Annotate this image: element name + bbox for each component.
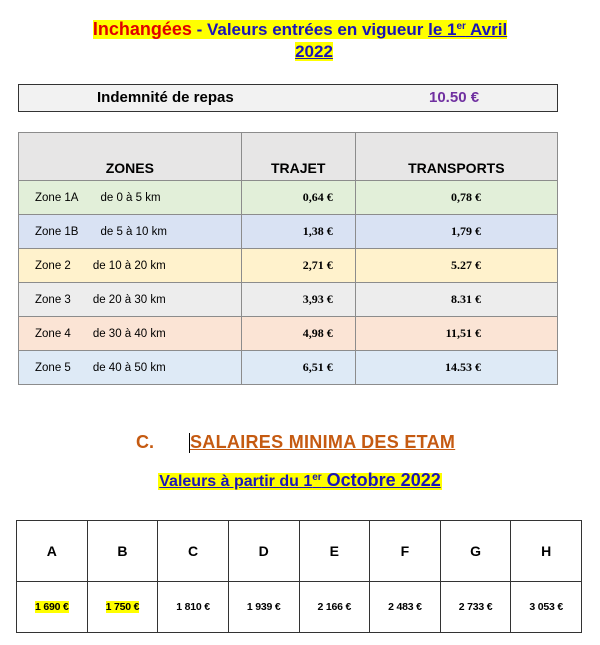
zone-distance: de 5 à 10 km (100, 225, 167, 238)
section-title: SALAIRES MINIMA DES ETAM (190, 432, 456, 452)
zone-cell (19, 283, 242, 317)
heading-year: 2022 (295, 42, 333, 61)
table-row (19, 283, 558, 317)
zone-name: Zone 5 (35, 361, 71, 374)
heading-highlight (93, 20, 507, 39)
grade-cell: D (228, 521, 299, 582)
grade-cell: C (158, 521, 229, 582)
meal-allowance-box (18, 84, 558, 112)
zones-table-header (19, 133, 558, 181)
heading-october (0, 470, 600, 491)
zone-cell (19, 249, 242, 283)
meal-allowance-value: 10.50 € (429, 89, 480, 106)
salary-values-row (17, 582, 582, 633)
zone-distance: de 10 à 20 km (92, 259, 166, 272)
heading-text: - Valeurs entrées en vigueur (191, 20, 429, 39)
zone-cell (19, 215, 242, 249)
salary-cell (370, 582, 441, 633)
zone-distance: de 20 à 30 km (92, 293, 166, 306)
header-zones: ZONES (19, 133, 242, 181)
salary-cell (299, 582, 370, 633)
heading-date-prefix: le 1 (428, 20, 457, 39)
heading-date (428, 20, 507, 39)
table-row (19, 249, 558, 283)
grade-cell: G (440, 521, 511, 582)
zones-table (18, 132, 558, 385)
zone-distance: de 30 à 40 km (92, 327, 166, 340)
transports-cell: 1,79 € (355, 215, 557, 249)
transports-cell: 14.53 € (355, 351, 557, 385)
salary-value: 1 810 € (176, 601, 210, 613)
transports-cell: 5.27 € (355, 249, 557, 283)
table-row (19, 181, 558, 215)
trajet-cell: 3,93 € (241, 283, 355, 317)
transports-cell: 11,51 € (355, 317, 557, 351)
salary-value: 2 166 € (317, 601, 352, 613)
zone-name: Zone 4 (35, 327, 71, 340)
salary-value: 1 690 € (34, 601, 69, 613)
salary-cell (87, 582, 158, 633)
salary-value: 2 733 € (458, 601, 493, 613)
zone-distance: de 40 à 50 km (92, 361, 166, 374)
grade-cell: H (511, 521, 582, 582)
heading-october-highlight (158, 470, 441, 490)
trajet-cell: 1,38 € (241, 215, 355, 249)
section-letter: C. (136, 432, 154, 452)
salary-cell (158, 582, 229, 633)
transports-cell: 0,78 € (355, 181, 557, 215)
table-row (19, 317, 558, 351)
heading-date-sup: er (456, 21, 466, 32)
salary-cell (511, 582, 582, 633)
header-transports: TRANSPORTS (355, 133, 557, 181)
salary-table (16, 520, 582, 633)
salary-cell (228, 582, 299, 633)
header-trajet: TRAJET (241, 133, 355, 181)
salary-value: 1 750 € (105, 601, 140, 613)
grade-cell: B (87, 521, 158, 582)
heading-october-sup: er (312, 472, 322, 483)
salary-cell (17, 582, 88, 633)
heading-october-prefix: Valeurs à partir du 1 (159, 473, 313, 490)
heading-unchanged (0, 18, 600, 63)
zone-name: Zone 3 (35, 293, 71, 306)
zone-distance: de 0 à 5 km (100, 191, 161, 204)
zone-name: Zone 1B (35, 225, 79, 238)
salary-value: 3 053 € (529, 601, 563, 613)
salary-value: 2 483 € (388, 601, 422, 613)
zone-name: Zone 1A (35, 191, 79, 204)
grade-cell: E (299, 521, 370, 582)
table-row (19, 351, 558, 385)
zone-cell (19, 181, 242, 215)
grade-cell: A (17, 521, 88, 582)
transports-cell: 8.31 € (355, 283, 557, 317)
meal-allowance-label: Indemnité de repas (97, 89, 234, 106)
heading-word-unchanged: Inchangées (92, 19, 192, 39)
salary-cell (440, 582, 511, 633)
trajet-cell: 2,71 € (241, 249, 355, 283)
zone-name: Zone 2 (35, 259, 71, 272)
salary-value: 1 939 € (246, 601, 281, 613)
zone-cell (19, 317, 242, 351)
heading-date-month: Avril (465, 20, 508, 39)
zone-cell (19, 351, 242, 385)
trajet-cell: 4,98 € (241, 317, 355, 351)
trajet-cell: 6,51 € (241, 351, 355, 385)
heading-october-suffix: Octobre 2022 (321, 470, 441, 490)
table-row (19, 215, 558, 249)
trajet-cell: 0,64 € (241, 181, 355, 215)
grade-cell: F (370, 521, 441, 582)
salary-grades-row (17, 521, 582, 582)
